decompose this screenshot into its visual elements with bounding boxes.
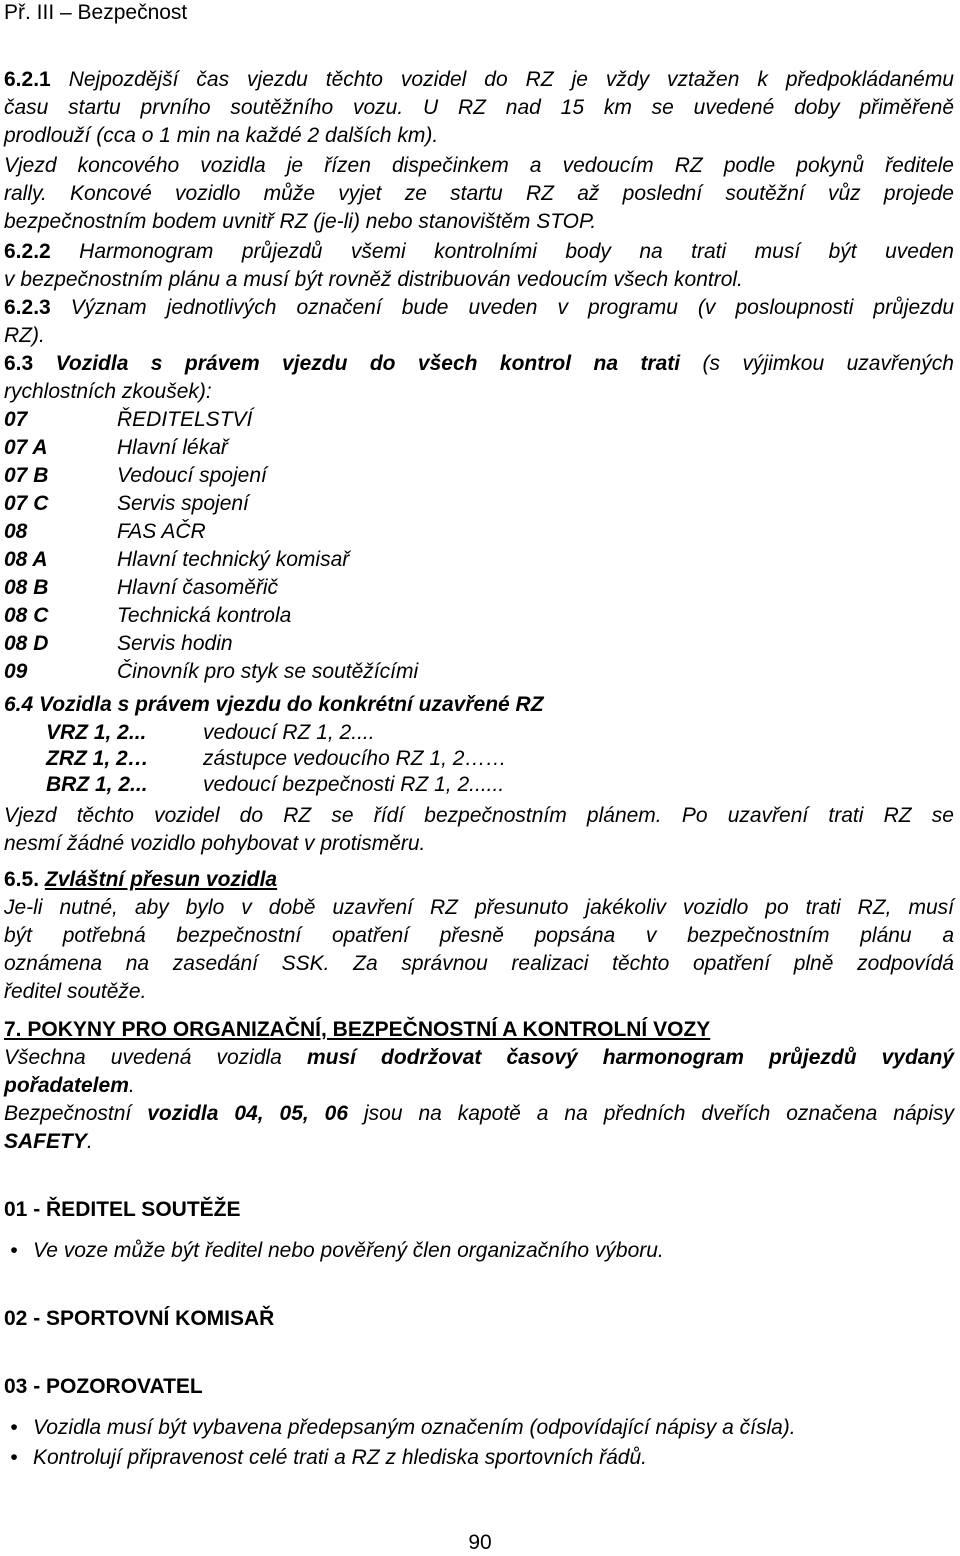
p623-text-1: Význam jednotlivých označení bude uveden v programu (v posloupnosti průjezdu — [50, 296, 954, 319]
heading-01: 01 - ŘEDITEL SOUTĚŽE — [4, 1198, 241, 1221]
p65-line-2: být potřebná bezpečnostní opatření přesně popsána v bezpečnostním plánu a — [4, 924, 954, 947]
rz-row-code: BRZ 1, 2... — [46, 773, 148, 796]
code-item-label: Servis spojení — [117, 492, 249, 515]
code-item-label: FAS AČR — [117, 520, 206, 543]
section-6-4-title: 6.4 Vozidla s právem vjezdu do konkrétní uzavřené RZ — [4, 693, 544, 716]
p63-line-2: rychlostních zkoušek): — [4, 380, 212, 403]
section-6-5-title — [4, 866, 954, 894]
s7-text-2-dot: . — [128, 1074, 135, 1097]
code-item-code: 07 — [4, 408, 28, 431]
p65-line-4: ředitel soutěže. — [4, 980, 147, 1003]
code-item-code: 07 B — [4, 464, 49, 487]
bullet-icon: • — [10, 1239, 18, 1262]
p623-line-2: RZ). — [4, 324, 45, 347]
code-item-label: Technická kontrola — [117, 604, 292, 627]
p65-line-1: Je-li nutné, aby bylo v době uzavření RZ přesunuto jakékoliv vozidlo po trati RZ, musí — [4, 896, 954, 919]
bullet-item-01: Ve voze může být ředitel nebo pověřený člen organizačního výboru. — [33, 1239, 664, 1262]
p64-line-2: nesmí žádné vozidlo pohybovat v protisměru. — [4, 832, 426, 855]
p64-line-1: Vjezd těchto vozidel do RZ se řídí bezpečnostním plánem. Po uzavření trati RZ se — [4, 804, 954, 827]
code-item-label: ŘEDITELSTVÍ — [117, 408, 253, 431]
s7-line-2 — [4, 1072, 954, 1100]
s7-text-4: SAFETY — [4, 1130, 87, 1153]
p65-line-3: oznámena na zasedání SSK. Za správnou realizaci těchto opatření plně zodpovídá — [4, 952, 954, 975]
rz-row-code: VRZ 1, 2... — [46, 721, 147, 744]
p622-number: 6.2.2 — [4, 240, 51, 263]
bullet-icon: • — [10, 1446, 18, 1469]
s7-text-1a: Všechna uvedená vozidla — [4, 1046, 307, 1069]
p622-line-2: v bezpečnostním plánu a musí být rovněž distribuován vedoucím všech kontrol. — [4, 268, 743, 291]
heading-03: 03 - POZOROVATEL — [4, 1375, 203, 1398]
rz-row-label: vedoucí bezpečnosti RZ 1, 2...... — [203, 773, 505, 796]
section-6-5-heading: Zvláštní přesun vozidla — [44, 868, 278, 891]
code-item-code: 07 C — [4, 492, 49, 515]
bullet-item-03a: Vozidla musí být vybavena předepsaným označením (odpovídající nápisy a čísla). — [33, 1416, 796, 1439]
code-item-code: 07 A — [4, 436, 48, 459]
p621-line-5: rally. Koncové vozidlo může vyjet ze startu RZ až poslední soutěžní vůz projede — [4, 182, 954, 205]
code-item-code: 08 B — [4, 576, 49, 599]
code-item-label: Hlavní časoměřič — [117, 576, 279, 599]
s7-text-2: pořadatelem — [4, 1074, 129, 1097]
p63-bold: Vozidla s právem vjezdu do všech kontrol na trati — [33, 352, 681, 375]
s7-line-3 — [4, 1100, 954, 1128]
page-header: Př. III – Bezpečnost — [4, 1, 188, 24]
page-number: 90 — [468, 1531, 492, 1554]
s7-text-1b: musí dodržovat časový harmonogram průjezdů vydaný — [306, 1046, 954, 1069]
p623-number: 6.2.3 — [4, 296, 51, 319]
code-item-code: 08 — [4, 520, 28, 543]
code-item-label: Servis hodin — [117, 632, 233, 655]
p63-rest: (s výjimkou uzavřených — [680, 352, 954, 375]
p622-line-1 — [4, 238, 954, 266]
code-item-code: 08 D — [4, 632, 49, 655]
s7-line-1 — [4, 1044, 954, 1072]
p623-line-1 — [4, 294, 954, 322]
rz-row-label: zástupce vedoucího RZ 1, 2…… — [203, 747, 507, 770]
bullet-item-03b: Kontrolují připravenost celé trati a RZ z hlediska sportovních řádů. — [33, 1446, 647, 1469]
code-item-label: Vedoucí spojení — [117, 464, 267, 487]
rz-row-code: ZRZ 1, 2… — [46, 747, 149, 770]
p63-line-1 — [4, 350, 954, 378]
section-6-5-number: 6.5. — [4, 868, 40, 891]
code-item-label: Hlavní technický komisař — [117, 548, 350, 571]
p621-text-1: Nejpozdější čas vjezdu těchto vozidel do RZ je vždy vztažen k předpokládanému — [50, 68, 954, 91]
p621-line-6: bezpečnostním bodem uvnitř RZ (je-li) nebo stanovištěm STOP. — [4, 210, 597, 233]
p63-number: 6.3 — [4, 352, 34, 375]
section-7-title: 7. POKYNY PRO ORGANIZAČNÍ, BEZPEČNOSTNÍ A KONTROLNÍ VOZY — [4, 1018, 711, 1041]
s7-text-3a: Bezpečnostní — [4, 1102, 148, 1125]
code-item-label: Hlavní lékař — [117, 436, 228, 459]
s7-text-3c: jsou na kapotě a na předních dveřích označena nápisy — [348, 1102, 954, 1125]
s7-text-3b: vozidla 04, 05, 06 — [147, 1102, 349, 1125]
rz-row-label: vedoucí RZ 1, 2.... — [203, 721, 375, 744]
p621-line-2: času startu prvního soutěžního vozu. U RZ nad 15 km se uvedené doby přiměřeně — [4, 96, 954, 119]
s7-line-4 — [4, 1128, 954, 1156]
s7-text-4-dot: . — [86, 1130, 93, 1153]
code-item-code: 08 C — [4, 604, 49, 627]
code-item-code: 08 A — [4, 548, 48, 571]
code-item-label: Činovník pro styk se soutěžícími — [117, 660, 419, 683]
p621-line-1 — [4, 66, 954, 94]
p621-line-3: prodlouží (cca o 1 min na každé 2 dalších km). — [4, 124, 439, 147]
p621-line-4: Vjezd koncového vozidla je řízen dispečinkem a vedoucím RZ podle pokynů ředitele — [4, 154, 954, 177]
p621-number: 6.2.1 — [4, 68, 51, 91]
heading-02: 02 - SPORTOVNÍ KOMISAŘ — [4, 1307, 275, 1330]
code-item-code: 09 — [4, 660, 28, 683]
p622-text-1: Harmonogram průjezdů všemi kontrolními body na trati musí být uveden — [50, 240, 954, 263]
bullet-icon: • — [10, 1416, 18, 1439]
